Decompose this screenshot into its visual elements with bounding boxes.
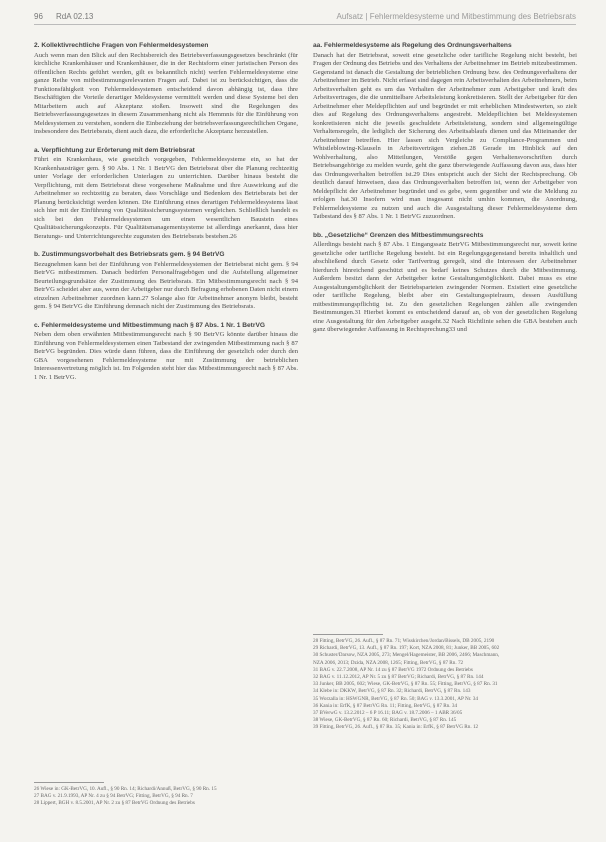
footnote: 29 Richardi, BetrVG, 13. Aufl., § 87 Rn. 197; Kort, NZA 2008, 81; Junker, BB 2005, 602 <box>313 645 500 652</box>
footnote-divider <box>34 782 104 783</box>
footnote: 36 Kania in: ErfK, § 87 BetrVG Rn. 11; Fitting, BetrVG, § 87 Rn. 34 <box>313 702 458 709</box>
footnote: 39 Fitting, BetrVG, 26. Aufl., § 87 Rn. 35; Kania in: ErfK, § 87 BetrVG Rn. 12 <box>313 724 479 731</box>
section-heading: b. Zustimmungsvorbehalt des Betriebsrats gem. § 94 BetrVG <box>34 251 225 258</box>
section-heading: bb. „Gesetzliche“ Grenzen des Mitbestimmungsrechts <box>313 231 484 239</box>
body-paragraph: Führt ein Krankenhaus, wie gesetzlich vorgegeben, Fehlermeldesysteme ein, so hat der Krankenhausträger gem. § 90 Abs. 1 Nr. 1 BetrVG den Betriebsrat über die Planung rechtzeitig unter Vorlage der erforderlichen Unterlagen zu unterrichten. Darüber hinaus besteht die Verpflichtung, mit dem Betriebsrat diese vorgesehene Maßnahme und ihre Auswirkung auf die Arbeitnehmer so rechtzeitig zu beraten, dass Vorschläge und Bedenken des Betriebsrats bei der Planung berücksichtigt werden können. Die Einführung eines derartigen Fehlermeldesystems lässt sich hier mit der Einführung von Qualitätssicherungssystemen vergleichen. Schließlich handelt es sich bei den Fehlermeldesystemen um einen wesentlichen Baustein eines Qualitätssicherungskonzepts. Für Qualitätsmanagementsysteme ist allerdings anerkannt, dass hier Beratungs- und Unterrichtungsrechte zugunsten des Betriebsrats bestehen.26 <box>34 156 298 240</box>
left-column <box>34 30 298 776</box>
footnote: 30 Schuster/Darsow, NZA 2005, 273; Mengel/Hagemeister, BB 2006, 2466; Maschmann, <box>313 652 500 659</box>
footnote-divider <box>313 634 383 635</box>
journal-name: RdA 02.13 <box>56 12 94 21</box>
header-rule <box>34 24 576 25</box>
body-paragraph: Bezugnehmen kann bei der Einführung von Fehlermeldesystemen der Betriebsrat nicht gem. § 94 BetrVG mitbestimmen. Danach bedürfen Personalfragebögen und die Aufstellung allgemeiner Beurteilungsgrundsätze der Zustimmung des Betriebsrats. Ein Mitbestimmungsrecht nach § 94 BetrVG scheidet aber aus, wenn der Arbeitgeber nur durch Befragung erhobenen Daten nicht einem einzelnen Arbeitnehmer zuordnen kann.27 Solange also für Arbeitnehmer anonym bleibt, besteht gem. § 94 BetrVG die Einführung demnach nicht der Zustimmung des Betriebsrats. <box>34 260 298 310</box>
body-paragraph: Auch wenn man den Blick auf den Rechtsbereich des Betriebsverfassungsgesetzes beschränkt (für kirchliche Krankenhäuser und Krankenhäuser, die in der Rechtsform einer juristischen Person des öffentlichen Rechts geführt werden, gilt es bekanntlich nicht) werfen Fehlermeldesysteme eine ganze Reihe von mitbestimmungsrelevanten Fragen auf. Dabei ist zu berücksichtigen, dass die Funktionsfähigkeit von Fehlermeldesystemen entscheidend davon abhängig ist, dass ihre Beschäftigten die Vorteile derartiger Meldesysteme vermittelt werden und diese Systeme bei den Mitarbeitern auch auf Akzeptanz stoßen. Insoweit sind die Regelungen des Betriebsverfassungsgesetzes in diesem Zusammenhang nicht als Hemmnis für die Einführung von Meldesystemen zu verstehen, sondern die Einbeziehung der betriebsverfassungsrechtlichen Organe, insbesondere des Betriebsrats, dient auch dazu, die erforderliche Akzeptanz herzustellen. <box>34 51 298 135</box>
footnote: NZA 2006, 2013; Dzida, NZA 2008, 1265; Fitting, BetrVG, § 87 Rn. 72 <box>313 659 464 666</box>
section-heading: 2. Kollektivrechtliche Fragen von Fehlermeldesystemen <box>34 42 209 49</box>
footnote: 27 BAG v. 21.9.1993, AP Nr. 4 zu § 94 BetrVG; Fitting, BetrVG, § 94 Rn. 7 <box>34 793 193 800</box>
footnote: 28 Fitting, BetrVG, 26. Aufl., § 87 Rn. 71; Wisskirchen/Jordan/Bissels, DB 2005, 2190 <box>313 638 495 644</box>
body-paragraph: Neben dem oben erwähnten Mitbestimmungsrecht nach § 90 BetrVG könnte darüber hinaus die Einführung von Fehlermeldesystemen einen Tatbestand der zwingenden Mitbestimmung nach § 87 BetrVG begründen. Dies würde dann führen, dass die Einführung der gesetzlich oder durch den GBA vorgesehenen Fehlermeldesysteme nur mit Zustimmung der betrieblichen Interessenvertretung möglich ist. Im Folgenden steht hier das Mitbestimmungsrecht nach § 87 Abs. 1 Nr. 1 BetrVG. <box>34 331 298 381</box>
footnotes-left <box>34 786 298 808</box>
footnote: 38 Wiese, GK-BetrVG, § 87 Rn. 60; Richardi, BetrVG, § 87 Rn. 145 <box>313 717 457 724</box>
footnote: 37 BVerwG v. 13.2.2012 – 6 P 16.11; BAG v. 18.7.2006 – 1 ABR 36/05 <box>313 710 463 717</box>
right-column <box>313 30 577 628</box>
footnote: 32 BAG v. 11.12.2012, AP Nr. 5 zu § 87 BetrVG; Richardi, BetrVG, § 87 Rn. 144 <box>313 674 484 681</box>
section-heading: c. Fehlermeldesysteme und Mitbestimmung nach § 87 Abs. 1 Nr. 1 BetrVG <box>34 321 265 329</box>
body-paragraph: Danach hat der Betriebsrat, soweit eine gesetzliche oder tarifliche Regelung nicht besteht, bei Fragen der Ordnung des Betriebs und des Verhaltens der Arbeitnehmer im Betrieb mitzubestimmen. Gegenstand ist danach die Gestaltung der betrieblichen Ordnung bzw. des Ordnungsverhaltens der Arbeitnehmer im Betrieb. Nicht erfasst sind dagegen rein Arbeitsverhalten des Arbeitnehmers, beim Arbeitsverhalten geht es um das Verhalten der Arbeitnehmer zum Arbeitgeber und kraft des Arbeitsvertrages, die die unmittelbare Arbeitsleistung konkretisieren. Stellt der Arbeitgeber für den Arbeitnehmer eher Meldepflichten auf und begründet er mit erheblichen Mindestwerten, so zielt dies auf Regelung des Ordnungsverhaltens angestrebt. Meldepflichten bei Meldesystemen konkretisieren nicht die jeweils geschuldete Arbeitsleistung, sondern sind allgemeingültige Verhaltensregeln, die lediglich der Sicherung des Arbeitsablaufs dienen und das Miteinander der Arbeitnehmer betreffen. Hier lassen sich Vergleiche zu Compliance-Programmen und Whistleblowing-Klauseln in Arbeitsverträgen ziehen.28 Gerade im Hinblick auf den Wohlverhaltung, also Mitteilungen, Verstöße gegen Verhaltensvorschriften durch Betriebsangehörige zu melden wurde, geht die ganz überwiegende Auffassung davon aus, dass hier das Ordnungsverhalten betroffen ist.29 Dies entspricht auch der Sicht der Rechtsprechung. Ob deutlich darauf hinweisen, dass das Ordnungsverhalten betroffen ist, wenn der Arbeitgeber von Meldepflicht der Arbeitnehmer begründet und es gebe, wem gegenüber und wie die Meldung zu erfolgen hat.30 Insofern wird man insgesamt nicht umhin kommen, die Anordnung, Fehlermeldesysteme zu nutzen und auch die Ausgestaltung dieser Fehlermeldesysteme dem Tatbestand des § 87 Abs. 1 Nr. 1 BetrVG zuzuordnen. <box>313 51 577 220</box>
footnote: 28 Lippert, BGH v. 8.5.2001, AP Nr. 2 zu § 87 BetrVG Ordnung des Betriebs <box>34 800 195 807</box>
footnotes-right <box>313 638 577 732</box>
page-number: 96 <box>34 12 43 21</box>
footnote: 31 BAG v. 22.7.2008, AP Nr. 14 zu § 87 BetrVG 1972 Ordnung des Betriebs <box>313 666 473 673</box>
footnote: 34 Klebe in: DKKW, BetrVG, § 87 Rn. 32; Richardi, BetrVG, § 87 Rn. 143 <box>313 688 471 695</box>
page-header <box>34 12 576 24</box>
footnote: 26 Wiese in: GK-BetrVG, 10. Aufl., § 90 Rn. 14; Richardi/Annuß, BetrVG, § 90 Rn. 15 <box>34 786 217 792</box>
section-heading: a. Verpflichtung zur Erörterung mit dem Betriebsrat <box>34 146 195 154</box>
running-head: Aufsatz | Fehlermeldesysteme und Mitbestimmung des Betriebsrats <box>336 12 576 21</box>
footnote: 35 Worzalla in: HSWGNR, BetrVG, § 87 Rn. 50; BAG v. 13.3.2001, AP Nr. 34 <box>313 695 478 702</box>
section-heading: aa. Fehlermeldesysteme als Regelung des Ordnungsverhaltens <box>313 42 512 49</box>
body-paragraph: Allerdings besteht nach § 87 Abs. 1 Eingangssatz BetrVG Mitbestimmungsrecht nur, soweit keine gesetzliche oder tarifliche Regelung besteht. Ist ein Regelungsgegenstand bereits inhaltlich und abschließend durch Gesetz oder Tarifvertrag geregelt, sind die Interessen der Arbeitnehmer hierdurch hinreichend geschützt und es bedarf keines Schutzes durch die Mitbestimmung. Außerdem besitzt dann der Arbeitgeber keine Gestaltungsmöglichkeit. Dabei muss es eine Ausgestaltungsmöglichkeit der Betriebsparteien zwingender Normen. Existiert eine gesetzliche oder tarifliche Regelung, bleibt aber ein Gestaltungsspielraum, dessen Ausfüllung mitbestimmungspflichtig ist. Zu den gesetzlichen Regelungen zählen alle zwingenden Bestimmungen.31 Hierbei kommt es entscheidend darauf an, ob von der gesetzlichen Regelung eine Ausgestaltung für den Arbeitgeber ausgeht.32 Nach Richtlinie sehen die GBA bestehen auch ganz überwiegender Auffassung in Rechtsprechung33 und <box>313 241 577 333</box>
footnote: 33 Junker, BB 2005, 602; Wiese, GK-BetrVG, § 87 Rn. 55; Fitting, BetrVG, § 87 Rn. 31 <box>313 681 498 688</box>
